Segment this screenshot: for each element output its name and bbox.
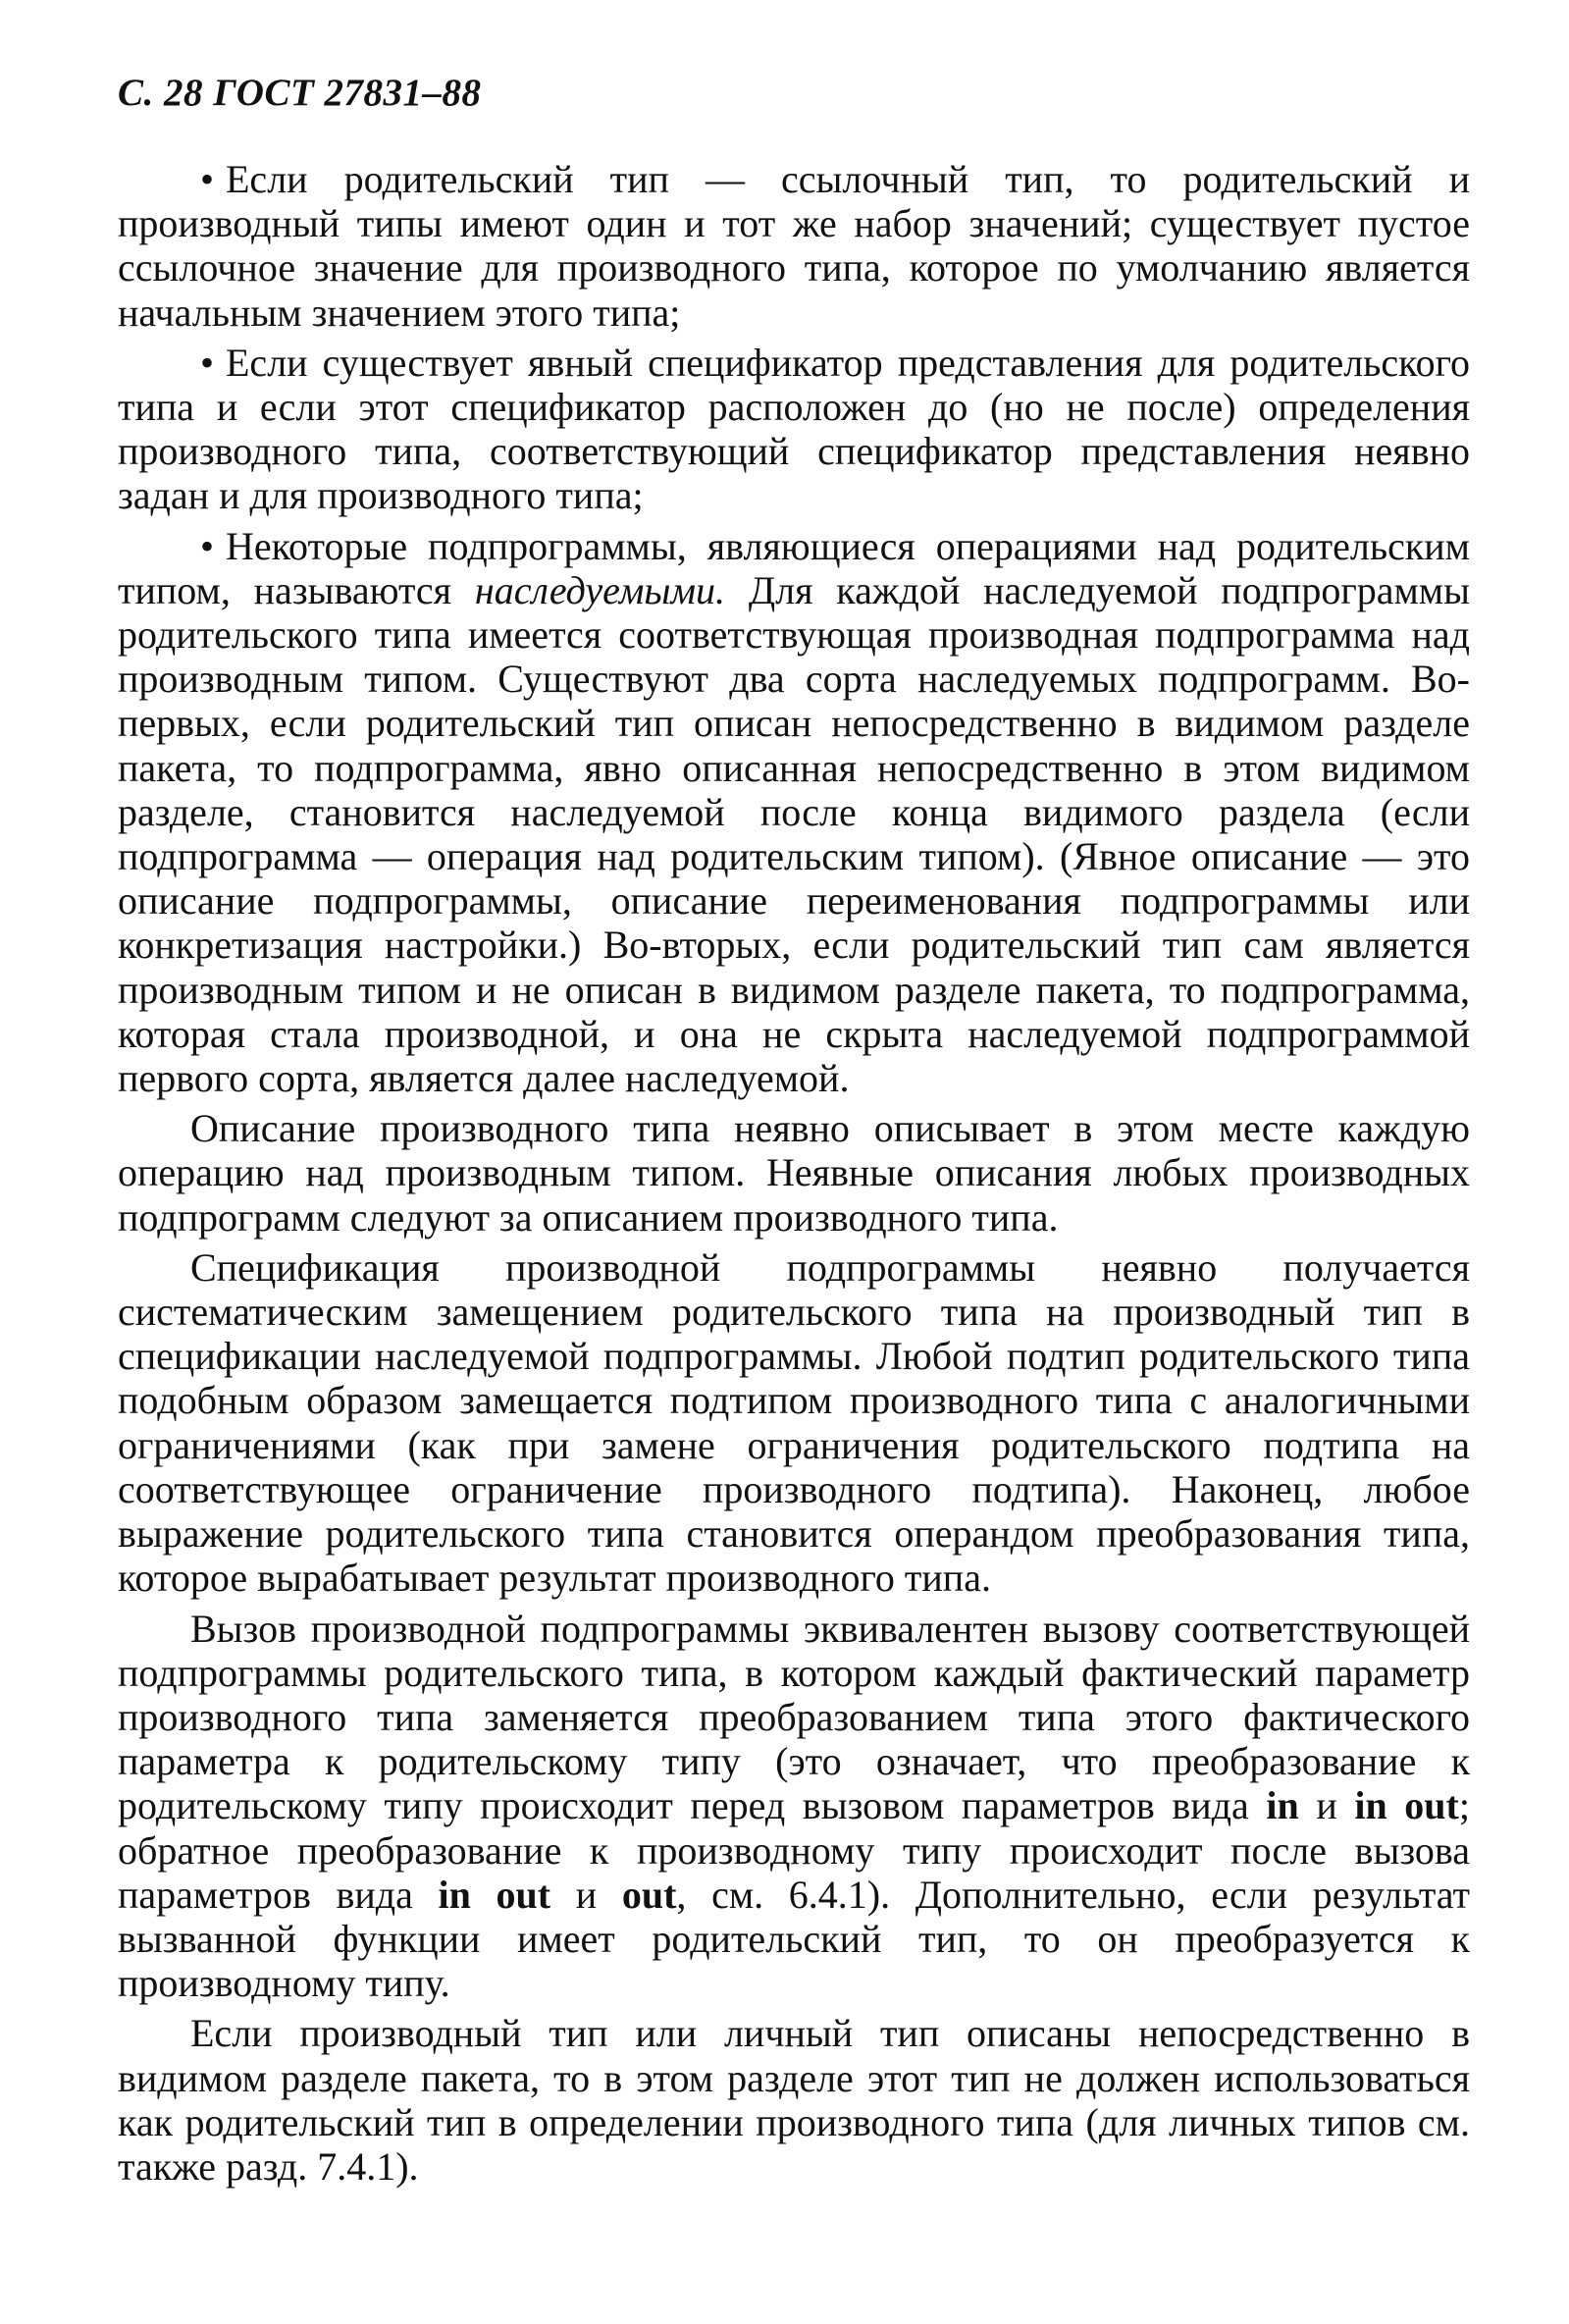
paragraph-text: ; обратное преобразование к производному типу происходит после вызова параметров вида [118, 1783, 1471, 1917]
bullet-marker: • [200, 340, 215, 385]
paragraph-bullet-3 [118, 524, 1470, 1101]
bullet-marker: • [200, 523, 215, 568]
keyword-in-out: in out [1354, 1783, 1459, 1828]
paragraph-text: Если родительский тип — ссылочный тип, то родительский и производный типы имеют один и тот же набор значений; существует пустое ссылочное значение для производного типа, которое по умолчанию является начальным значением этого типа; [118, 157, 1470, 335]
term-inherited: наследуемыми. [474, 567, 726, 612]
paragraph-text: Описание производного типа неявно описывает в этом месте каждую операцию над производным типом. Неявные описания любых производных подпрограмм следуют за описанием производного типа. [118, 1106, 1470, 1240]
keyword-out: out [621, 1872, 677, 1917]
keyword-in-out: in out [438, 1872, 551, 1917]
paragraph-5 [118, 1245, 1470, 1601]
paragraph-7 [118, 2011, 1470, 2189]
paragraph-text: Спецификация производной подпрограммы неявно получается систематическим замещением родительского типа на производный тип в спецификации наследуемой подпрограммы. Любой подтип родительского типа подобным образом замещается подтипом производного типа с аналогичными ограничениями (как при замене ограничения родительского подтипа на соответствующее ограничение производного подтипа). Наконец, любое выражение родительского типа становится операндом преобразования типа, которое вырабатывает результат производного типа. [118, 1244, 1470, 1601]
paragraph-bullet-1 [118, 157, 1470, 335]
paragraph-text: Некоторые подпрограммы, являющиеся операциями над родительским типом, называются [118, 523, 1470, 612]
bullet-marker: • [200, 157, 215, 201]
paragraph-text: и [1298, 1783, 1355, 1828]
paragraph-text: и [550, 1872, 622, 1917]
document-body [118, 157, 1470, 2194]
keyword-in: in [1266, 1783, 1299, 1828]
paragraph-text: Если производный тип или личный тип описаны непосредственно в видимом разделе пакета, то в этом разделе этот тип не должен использоваться как родительский тип в определении производного типа (для личных типов см. также разд. 7.4.1). [118, 2011, 1470, 2189]
paragraph-text: Если существует явный спецификатор представления для родительского типа и если этот спецификатор расположен до (но не после) определения производного типа, соответствующий спецификатор представления неявно задан и для производного типа; [118, 340, 1470, 518]
paragraph-text: , см. 6.4.1). Дополнительно, если результат вызванной функции имеет родительский тип, то он преобразуется к производному типу. [118, 1872, 1471, 2006]
paragraph-6 [118, 1607, 1470, 2006]
page-header: С. 28 ГОСТ 27831–88 [118, 72, 482, 114]
paragraph-4 [118, 1106, 1470, 1240]
paragraph-text: Вызов производной подпрограммы эквивалентен вызову соответствующей подпрограммы родительского типа, в котором каждый фактический параметр производного типа заменяется преобразованием типа этого фактического параметра к родительскому типу (это означает, что преобразование к родительскому типу происходит перед вызовом параметров вида [118, 1606, 1470, 1828]
paragraph-text: Для каждой наследуемой подпрограммы родительского типа имеется соответствующая производная подпрограмма над производным типом. Существуют два сорта наследуемых подпрограмм. Во-первых, если родительский тип описан непосредственно в видимом разделе пакета, то подпрограмма, явно описанная непосредственно в этом видимом разделе, становится наследуемой после конца видимого раздела (если подпрограмма — операция над родительским типом). (Явное описание — это описание подпрограммы, описание переименования подпрограммы или конкретизация настройки.) Во-вторых, если родительский тип сам является производным типом и не описан в видимом разделе пакета, то подпрограмма, которая стала производной, и она не скрыта наследуемой подпрограммой первого сорта, является далее наследуемой. [118, 567, 1470, 1101]
paragraph-bullet-2 [118, 341, 1470, 518]
